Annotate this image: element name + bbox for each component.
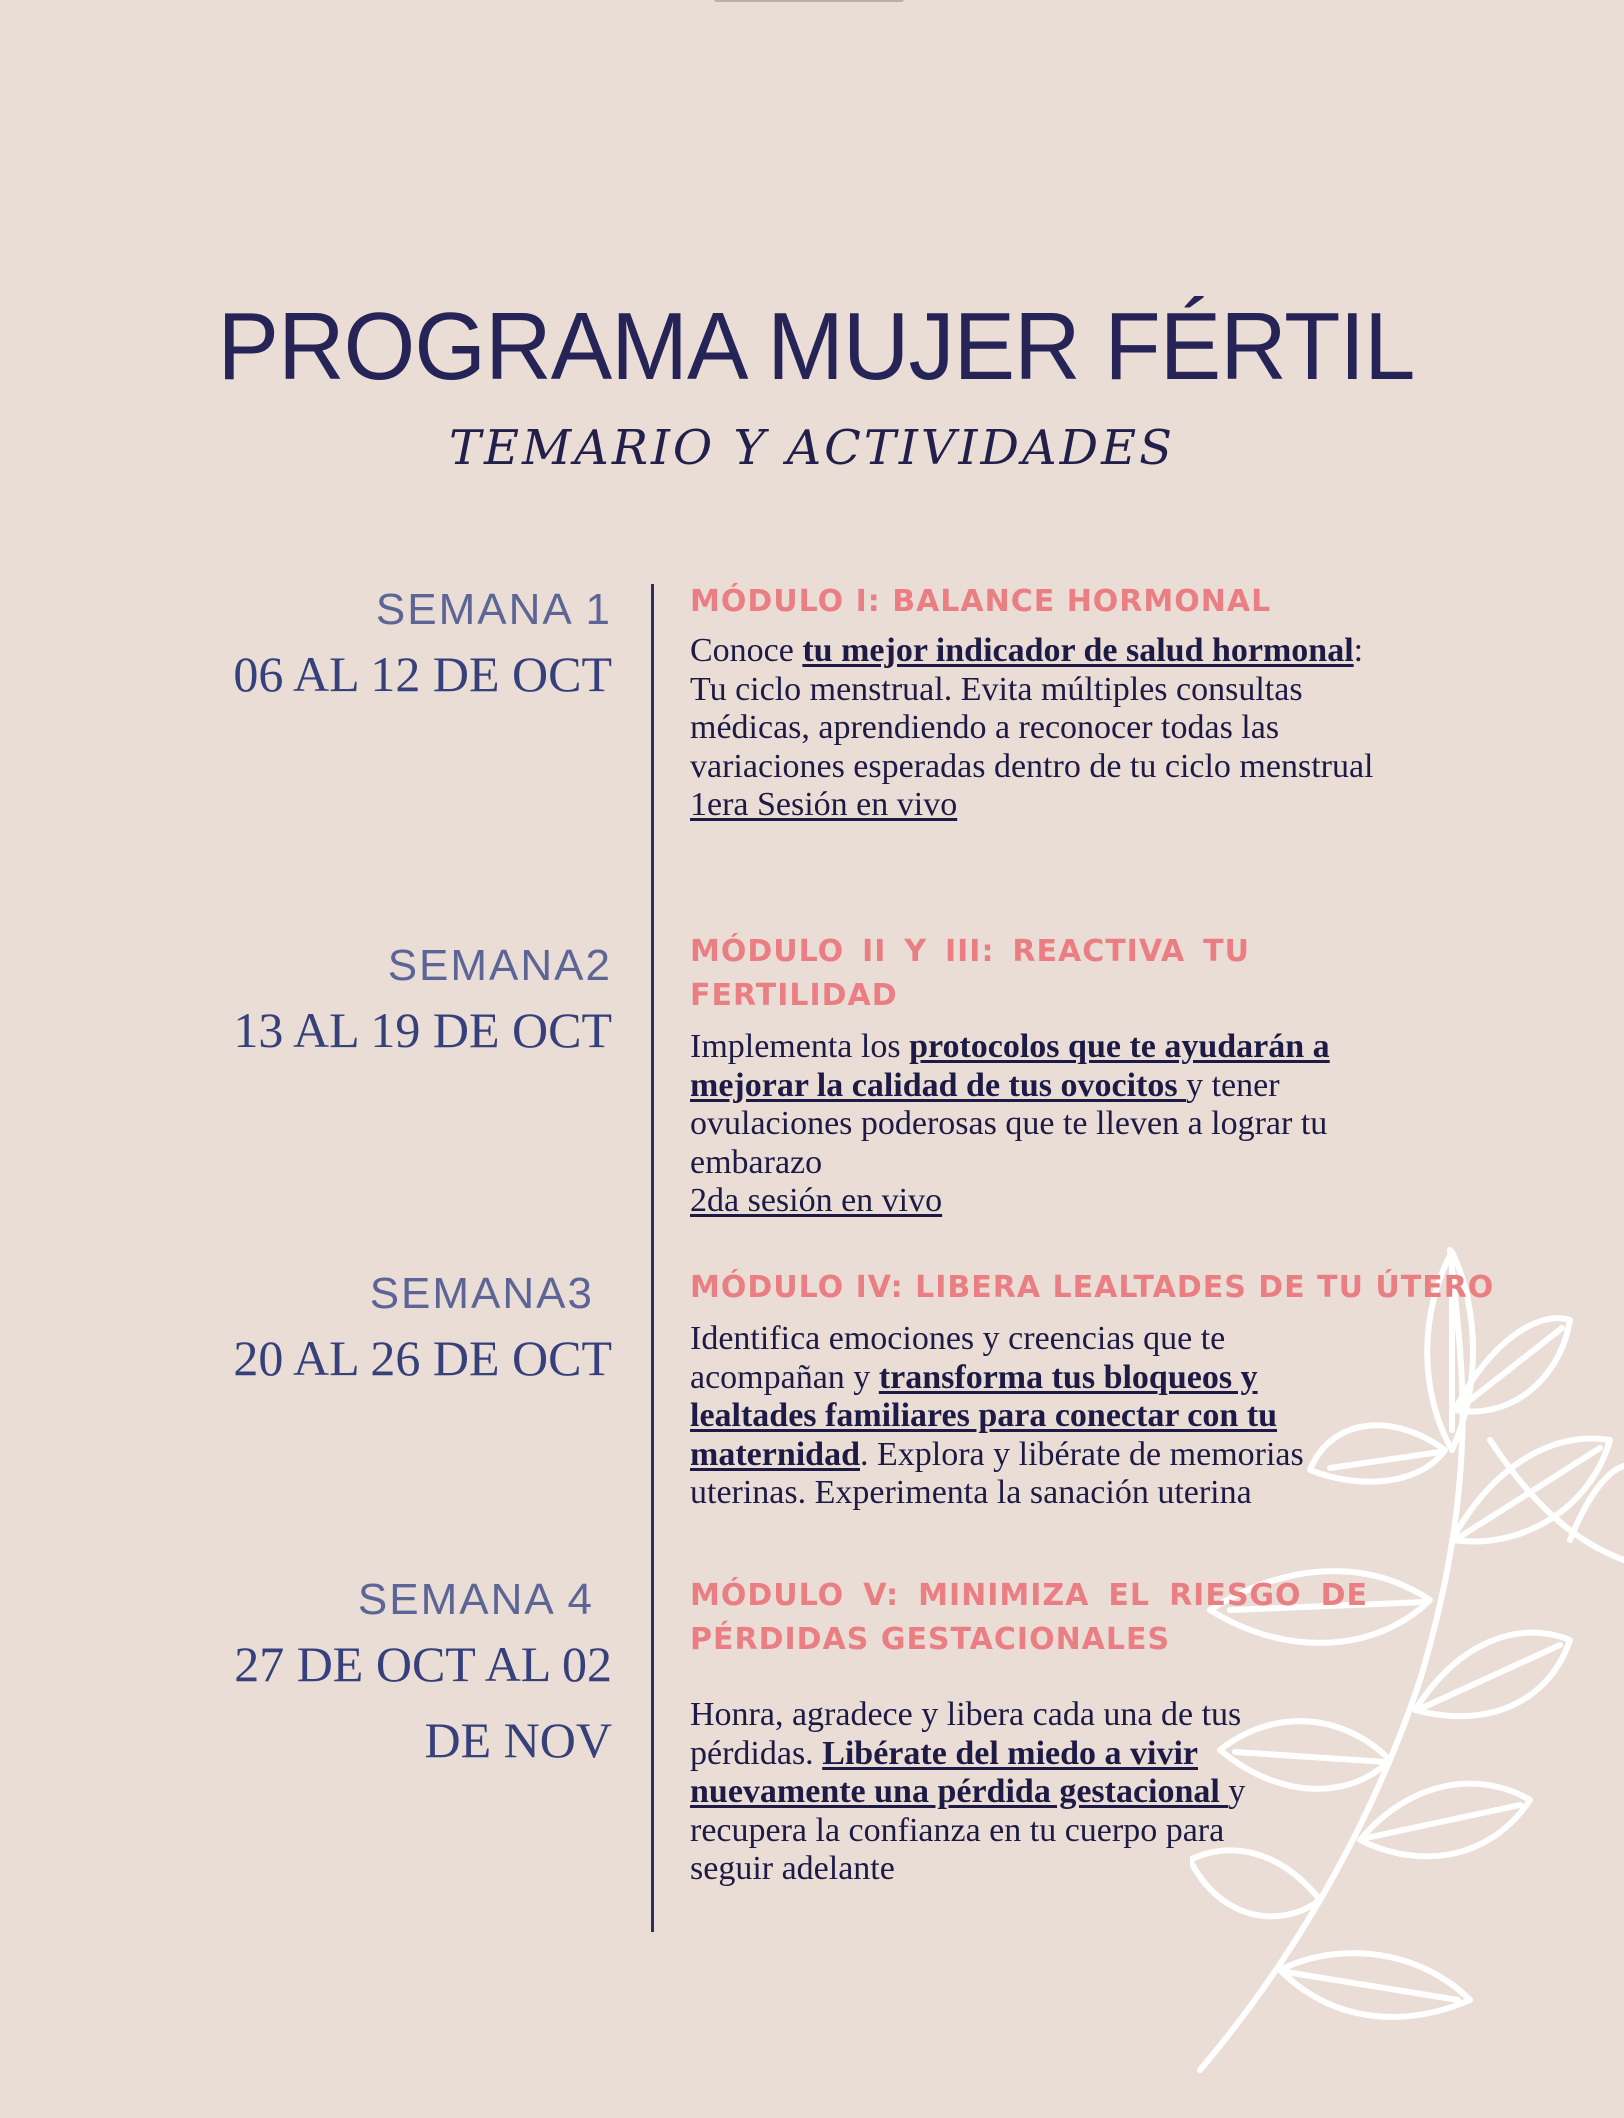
module-2-live-session: 2da sesión en vivo [690,1182,943,1219]
module-2-description [690,1028,1390,1221]
week-1-dates: 06 AL 12 DE OCT [233,646,612,702]
week-1-label: SEMANA 1 [375,585,612,634]
module-2-text-cont: y tener ovulaciones poderosas que te lleven a lograr tu embarazo [690,1066,1328,1181]
week-3-label: SEMANA3 [369,1269,594,1318]
module-1-highlight: tu mejor indicador de salud hormonal [802,632,1354,669]
module-1-text-cont: : Tu ciclo menstrual. Evita múltiples consultas médicas, aprendiendo a reconocer todas las variaciones esperadas dentro de tu ciclo menstrual [690,632,1374,785]
module-3-highlight: transforma tus bloqueos y lealtades familiares para conectar con tu maternidad [690,1358,1278,1473]
module-3-text-cont: . Explora y libérate de memorias uterinas. Experimenta la sanación uterina [690,1435,1304,1511]
week-4-dates-line-1: 27 DE OCT AL 02 [234,1636,612,1692]
page-title: PROGRAMA MUJER FÉRTIL [217,293,1415,400]
module-1-description [690,632,1390,825]
week-1-schedule [233,584,612,712]
window-drag-handle [714,0,904,2]
module-2 [690,930,1390,1221]
week-4-schedule [234,1574,612,1778]
week-2-label: SEMANA2 [387,941,612,990]
module-4 [690,1574,1390,1889]
week-3-schedule [233,1268,612,1396]
module-3-text: Identifica emociones y creencias que te acompañan y [690,1320,1226,1396]
week-2-dates: 13 AL 19 DE OCT [233,1002,612,1058]
week-4-label: SEMANA 4 [357,1575,594,1624]
module-1-live-session: 1era Sesión en vivo [690,786,958,823]
module-1-title: MÓDULO I: BALANCE HORMONAL [690,584,1272,619]
module-3-description [690,1320,1330,1513]
week-3-dates: 20 AL 26 DE OCT [233,1330,612,1386]
page-subtitle: TEMARIO Y ACTIVIDADES [448,420,1176,476]
module-4-description [690,1696,1290,1889]
module-2-highlight: protocolos que te ayudarán a mejorar la calidad de tus ovocitos [690,1028,1330,1104]
module-3 [690,1266,1495,1513]
module-3-title: MÓDULO IV: LIBERA LEALTADES DE TU ÚTERO [690,1270,1495,1305]
timeline-divider [651,584,654,1932]
week-4-dates-line-2: DE NOV [424,1712,612,1768]
module-4-title: MÓDULO V: MINIMIZA EL RIESGO DE PÉRDIDAS GESTACIONALES [690,1578,1368,1657]
week-2-schedule [233,940,612,1068]
module-2-text: Implementa los [690,1028,910,1065]
module-1-text: Conoce [690,632,803,669]
module-2-title: MÓDULO II Y III: REACTIVA TU FERTILIDAD [690,934,1250,1013]
module-4-text-cont: y recupera la confianza en tu cuerpo para seguir adelante [690,1773,1246,1887]
module-4-text: Honra, agradece y libera cada una de tus pérdidas. [690,1696,1242,1772]
module-1 [690,580,1390,825]
module-4-highlight: Libérate del miedo a vivir nuevamente una pérdida gestacional [690,1734,1229,1810]
